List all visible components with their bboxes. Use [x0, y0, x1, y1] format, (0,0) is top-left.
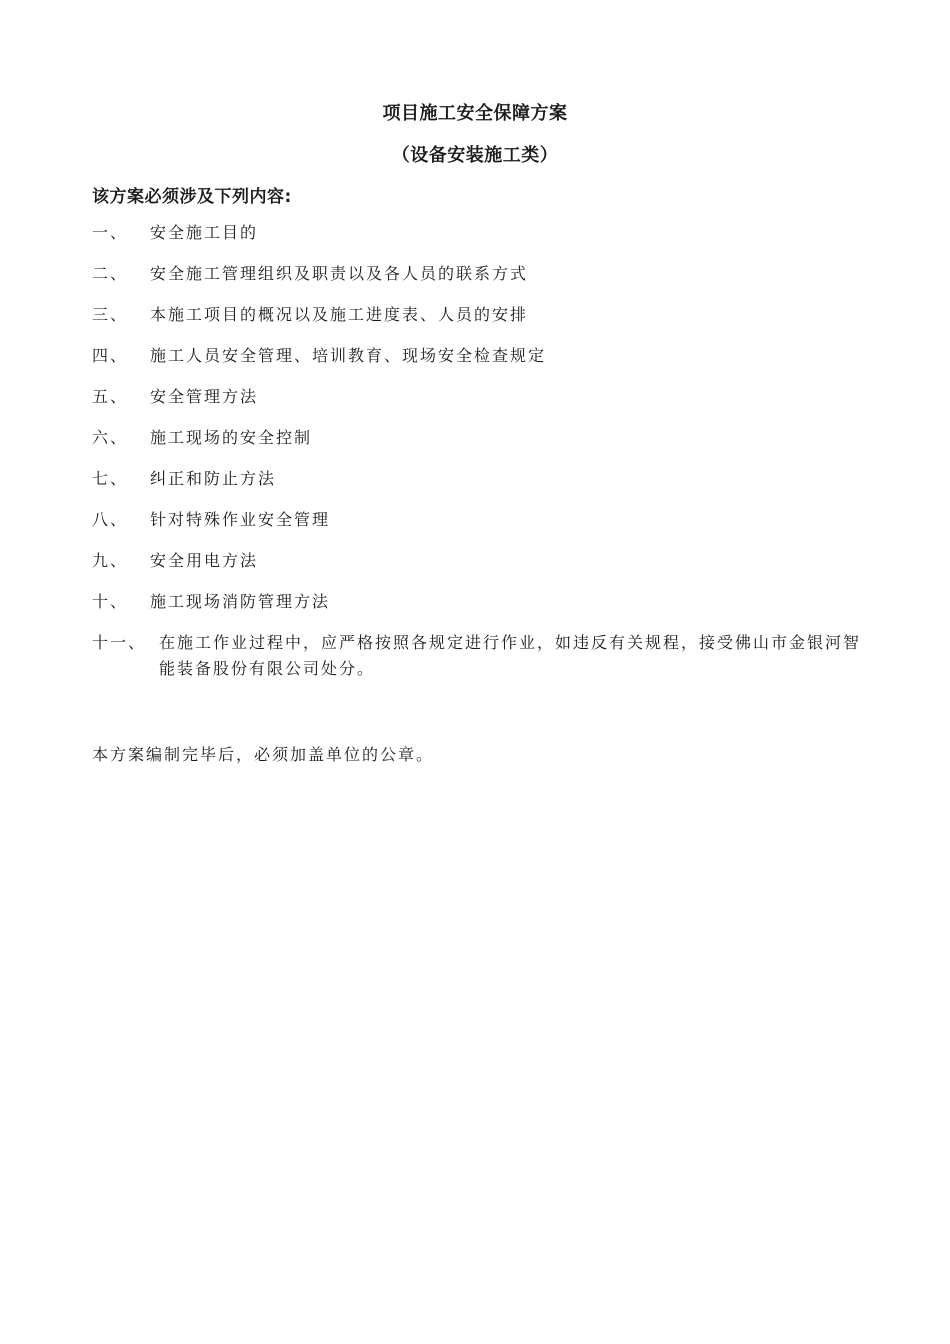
list-item-text: 针对特殊作业安全管理 [150, 510, 331, 529]
document-title: 项目施工安全保障方案 [382, 103, 568, 124]
list-item-text: 本施工项目的概况以及施工进度表、人员的安排 [150, 305, 529, 324]
list-item-text: 安全施工管理组织及职责以及各人员的联系方式 [150, 264, 529, 283]
list-marker: 四、 [92, 346, 129, 365]
list-item-text: 安全施工目的 [150, 223, 259, 242]
list-item [92, 509, 862, 550]
requirements-list [92, 222, 862, 682]
list-marker: 六、 [92, 428, 129, 447]
list-item-text: 施工现场的安全控制 [150, 428, 313, 447]
list-item-text: 安全用电方法 [150, 551, 259, 570]
list-marker: 一、 [92, 223, 129, 242]
list-item-text: 安全管理方法 [150, 387, 259, 406]
list-item [92, 591, 862, 632]
list-marker: 八、 [92, 510, 129, 529]
list-item [92, 345, 862, 386]
document-subtitle: （设备安装施工类） [391, 145, 559, 166]
list-item [92, 427, 862, 468]
list-item-text: 纠正和防止方法 [150, 469, 277, 488]
list-marker: 二、 [92, 264, 129, 283]
list-marker: 十、 [92, 592, 129, 611]
list-marker: 三、 [92, 305, 129, 324]
list-item-text: 施工现场消防管理方法 [150, 592, 331, 611]
list-marker: 五、 [92, 387, 129, 406]
footer-note: 本方案编制完毕后，必须加盖单位的公章。 [92, 745, 435, 764]
list-item-text: 施工人员安全管理、培训教育、现场安全检查规定 [150, 346, 547, 365]
list-marker: 九、 [92, 551, 129, 570]
list-marker: 十一、 [92, 633, 147, 652]
list-item-text: 在施工作业过程中，应严格按照各规定进行作业，如违反有关规程，接受佛山市金银河智能装备股份有限公司处分。 [159, 633, 862, 678]
list-item [92, 550, 862, 591]
list-item [92, 263, 862, 304]
list-marker: 七、 [92, 469, 129, 488]
list-item [92, 222, 862, 263]
intro-heading: 该方案必须涉及下列内容: [92, 187, 292, 207]
list-item [92, 386, 862, 427]
list-item [92, 468, 862, 509]
list-item [92, 304, 862, 345]
list-item [92, 630, 862, 682]
